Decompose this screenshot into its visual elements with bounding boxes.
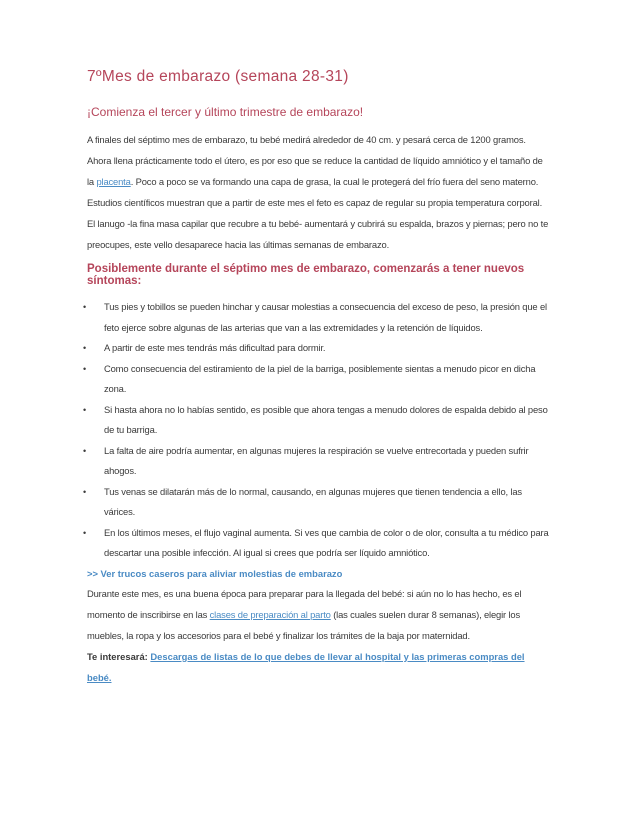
symptom-item (83, 338, 549, 359)
interest-paragraph (87, 646, 549, 688)
tips-paragraph (87, 564, 549, 583)
prep-text-2: (las cuales suelen durar 8 semanas), elegir los muebles, la ropa y los accesorios para el bebé y finalizar los trámites de la baja por maternidad. (87, 608, 520, 641)
symptom-item (83, 482, 549, 523)
classes-link[interactable]: clases de preparación al parto (209, 608, 331, 620)
symptom-text: Tus venas se dilatarán más de lo normal, causando, en algunas mujeres que tienen tendencia a ello, las várices. (104, 485, 522, 517)
interest-label: Te interesará: (87, 650, 151, 662)
bullet-icon: • (83, 343, 87, 353)
tips-link[interactable]: >> Ver trucos caseros para aliviar molestias de embarazo (87, 567, 343, 579)
bullet-icon: • (83, 486, 87, 497)
prep-text-1: Durante este mes, es una buena época para preparar para la llegada del bebé: si aún no lo has hecho, es el momento de inscribirse en las (87, 587, 522, 620)
symptom-text: Como consecuencia del estiramiento de la piel de la barriga, posiblemente sientas a menudo picor en dicha zona. (104, 362, 536, 394)
downloads-link[interactable]: Descargas de listas de lo que debes de llevar al hospital y las primeras compras del bebé. (87, 650, 525, 683)
bullet-icon: • (83, 445, 87, 456)
symptom-item (83, 523, 549, 564)
bullet-icon: • (83, 302, 87, 312)
document-page (83, 68, 549, 688)
bullet-icon: • (83, 363, 87, 374)
symptoms-heading: Posiblemente durante el séptimo mes de embarazo, comenzarás a tener nuevos síntomas: (87, 263, 525, 287)
page-subtitle: ¡Comienza el tercer y último trimestre de embarazo! (87, 105, 364, 119)
page-title: 7ºMes de embarazo (semana 28-31) (87, 68, 349, 85)
symptom-text: En los últimos meses, el flujo vaginal aumenta. Si ves que cambia de color o de olor, consulta a tu médico para descartar una posible infección. Al igual si crees que podría ser líquido amniótico. (104, 526, 549, 558)
placenta-link[interactable]: placenta (96, 176, 131, 187)
symptom-text: A partir de este mes tendrás más dificultad para dormir. (104, 342, 326, 353)
intro-text-1: A finales del séptimo mes de embarazo, tu bebé medirá alrededor de 40 cm. y pesará cerca de 1200 gramos. Ahora llena prácticamente todo el útero, es por eso que se reduce la cantidad de líquido amniótico y el tamaño de la (87, 134, 543, 187)
symptom-text: Si hasta ahora no lo habías sentido, es posible que ahora tengas a menudo dolores de espalda debido al peso de tu barriga. (104, 403, 548, 435)
symptom-item (83, 400, 549, 441)
symptom-item (83, 297, 549, 338)
intro-text-2: . Poco a poco se va formando una capa de grasa, la cual le protegerá del frío fuera del seno materno. Estudios científicos muestran que a partir de este mes el feto es capaz de regular su propia temperatura corporal. El lanugo -la fina masa capilar que recubre a tu bebé- aumentará y cubrirá su espalda, brazos y piernas; pero no te preocupes, este vello desaparece hacia las últimas semanas de embarazo. (87, 176, 549, 250)
intro-paragraph (87, 129, 549, 255)
symptom-text: La falta de aire podría aumentar, en algunas mujeres la respiración se vuelve entrecortada y pueden sufrir ahogos. (104, 444, 529, 476)
symptoms-list (83, 297, 549, 564)
symptom-item (83, 441, 549, 482)
prep-paragraph (87, 583, 549, 646)
bullet-icon: • (83, 404, 87, 415)
symptom-text: Tus pies y tobillos se pueden hinchar y causar molestias a consecuencia del exceso de peso, la presión que el feto ejerce sobre algunas de las arterias que van a las extremidades y la retención de líquidos. (104, 301, 547, 333)
symptom-item (83, 359, 549, 400)
bullet-icon: • (83, 527, 87, 538)
